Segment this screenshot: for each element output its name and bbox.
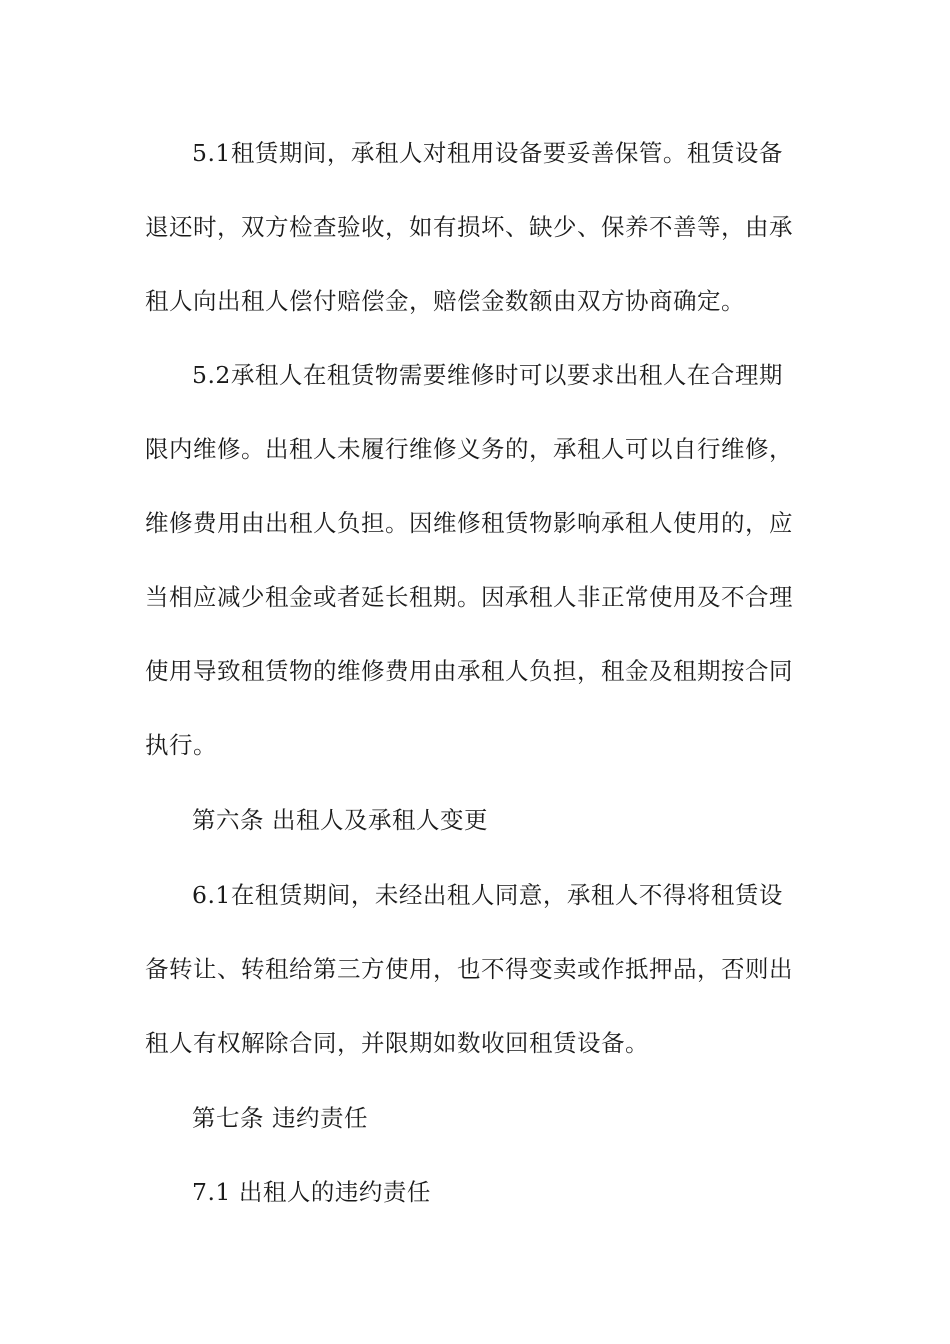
text-line: 租人有权解除合同，并限期如数收回租赁设备。 (145, 1029, 649, 1057)
article-7-heading (145, 1081, 810, 1155)
text-line: 使用导致租赁物的维修费用由承租人负担，租金及租期按合同 (145, 657, 793, 685)
text-line: 第六条 出租人及承租人变更 (192, 806, 488, 834)
clause-5-2 (145, 338, 810, 782)
text-line: 退还时，双方检查验收，如有损坏、缺少、保养不善等，由承 (145, 213, 793, 241)
text-line: 5.2承租人在租赁物需要维修时可以要求出租人在合理期 (192, 361, 783, 389)
text-line: 6.1在租赁期间，未经出租人同意，承租人不得将租赁设 (192, 881, 783, 909)
text-line: 7.1 出租人的违约责任 (192, 1178, 431, 1206)
text-line: 维修费用由出租人负担。因维修租赁物影响承租人使用的，应 (145, 509, 793, 537)
text-line: 第七条 违约责任 (192, 1104, 368, 1132)
clause-6-1 (145, 858, 810, 1080)
clause-7-1-heading (145, 1155, 810, 1229)
text-line: 当相应减少租金或者延长租期。因承租人非正常使用及不合理 (145, 583, 793, 611)
text-line: 执行。 (145, 731, 217, 759)
clause-5-1 (145, 116, 810, 338)
article-6-heading (145, 783, 810, 857)
text-line: 租人向出租人偿付赔偿金，赔偿金数额由双方协商确定。 (145, 287, 745, 315)
text-line: 限内维修。出租人未履行维修义务的，承租人可以自行维修， (145, 435, 793, 463)
text-line: 备转让、转租给第三方使用，也不得变卖或作抵押品，否则出 (145, 955, 793, 983)
text-line: 5.1租赁期间，承租人对租用设备要妥善保管。租赁设备 (192, 139, 783, 167)
